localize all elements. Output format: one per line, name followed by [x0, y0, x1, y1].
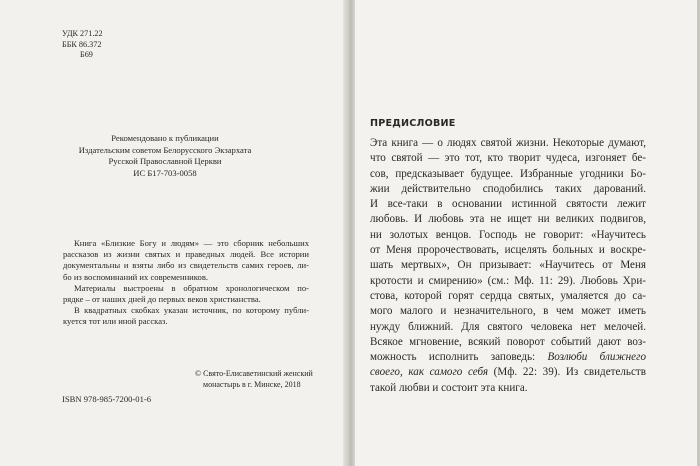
annotation-line: документальны и взяты либо из свидетельств самих героев, ли-: [63, 260, 309, 271]
recommendation-line: ИС Б17-703-0058: [133, 167, 197, 178]
preface-body: [370, 136, 646, 396]
annotation-line: Книга «Близкие Богу и людям» — это сборник небольших: [74, 238, 309, 248]
preface-line: такой любви и состоит эта книга.: [370, 381, 528, 394]
preface-line: ни золотых венцов. Господь не говорит: «Научитесь: [370, 228, 646, 241]
annotation-line: Материалы выстроены в обратном хронологическом по-: [74, 282, 309, 293]
annotation-line: бо из воспоминаний их современников.: [63, 271, 209, 282]
preface-line-mixed: [370, 365, 646, 380]
preface-line: сов, предсказывает будущее. Избранные угодники Бо-: [370, 167, 646, 180]
preface-line: стова, которой горят сердца святых, умаляется до са-: [370, 289, 646, 302]
left-page: [0, 0, 345, 466]
preface-line: жии действительно сподобились таких дарований.: [370, 182, 646, 195]
commandment-italic: Возлюби ближнего: [547, 351, 646, 364]
preface-line: кротости и смирению» (см.: Мф. 11: 29). Любовь Хри-: [370, 274, 646, 287]
recommendation-line: Рекомендовано к публикации: [111, 133, 219, 143]
bbk-code: ББК 86.372: [62, 39, 102, 49]
preface-line: Эта книга — о людях святой жизни. Некоторые думают,: [370, 137, 646, 149]
copyright-line: © Свято-Елисаветинский женский: [195, 369, 313, 378]
recommendation-line: Издательским советом Белорусского Экзархата: [78, 144, 252, 155]
preface-line: нужду ближний. Для святого человека нет мелочей.: [370, 320, 646, 333]
preface-line: что святой — это тот, кто творит чудеса, изгоняет бе-: [370, 152, 646, 165]
preface-line: от Меня пророчествовать, исцелять больных и воскре-: [370, 244, 646, 257]
catalog-codes: [62, 29, 103, 61]
preface-line-mixed: [370, 350, 646, 365]
scripture-reference: (Мф. 22: 39). Из свидетельств: [488, 366, 646, 379]
annotation-line: рядке – от наших дней до первых веков христианства.: [63, 294, 261, 305]
preface-line: любовь. И любовь эта не ищет ни великих подвигов,: [370, 213, 646, 226]
copyright-line: монастырь в г. Минске, 2018: [203, 379, 301, 389]
author-mark: Б69: [80, 50, 93, 60]
preface-text: можность исполнить заповедь:: [370, 351, 536, 364]
preface-line: Всякое мгновение, всякий поворот событий дают воз-: [370, 335, 646, 348]
recommendation-block: [40, 133, 290, 179]
preface-title: ПРЕДИСЛОВИЕ: [370, 118, 456, 129]
copyright-block: [195, 369, 320, 390]
book-annotation: [63, 238, 309, 328]
udk-code: УДК 271.22: [62, 29, 103, 38]
annotation-line: куется тот или иной рассказ.: [63, 316, 168, 327]
annotation-line: рассказов из жизни святых и праведных людей. Все истории: [63, 249, 309, 260]
isbn: ISBN 978-985-7200-01-6: [62, 394, 152, 404]
preface-line: шать мертвых», Он призывает: «Научитесь от Меня: [370, 259, 646, 272]
preface-line: И все-таки в основании истинной святости лежит: [370, 198, 646, 211]
recommendation-line: Русской Православной Церкви: [108, 156, 222, 167]
commandment-italic: своего, как самого себя: [370, 366, 489, 379]
preface-line: мого малого и незначительного, в чем может иметь: [370, 305, 646, 318]
annotation-line: В квадратных скобках указан источник, по которому публи-: [74, 305, 309, 316]
